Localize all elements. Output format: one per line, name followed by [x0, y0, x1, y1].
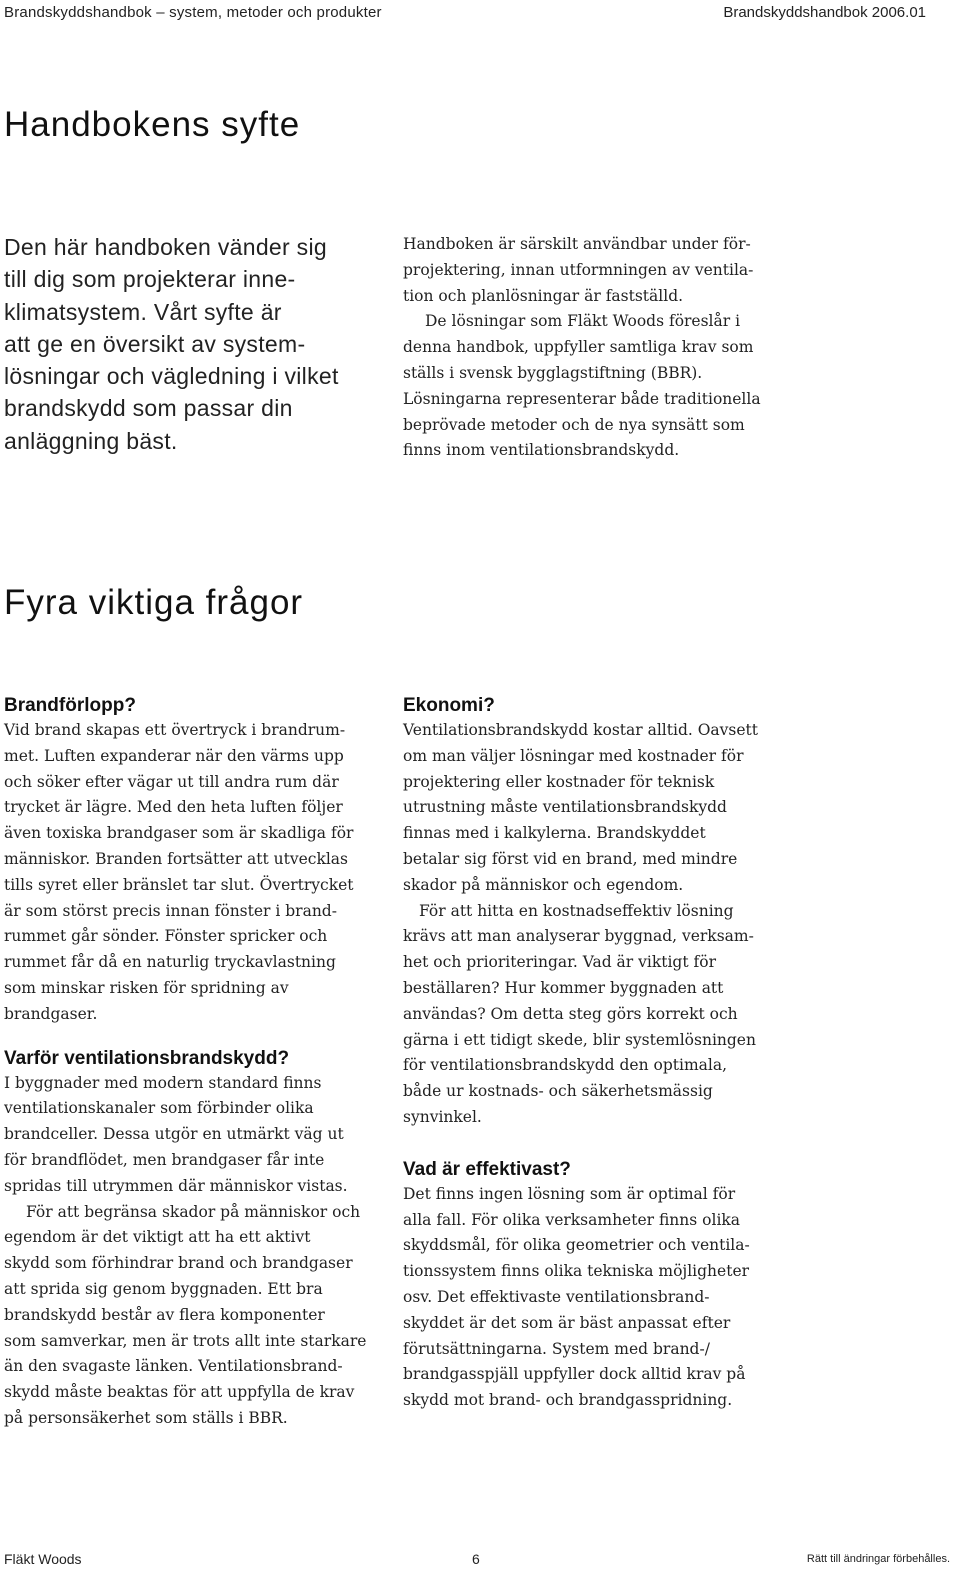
text-line: skydd som förhindrar brand och brandgaser [4, 1254, 353, 1273]
text-line: för ventilationsbrandskydd den optimala, [403, 1056, 728, 1075]
text-line: att sprida sig genom byggnaden. Ett bra [4, 1279, 323, 1298]
intro-line: lösningar och vägledning i vilket [4, 363, 339, 390]
text-line: brandgaser. [4, 1004, 98, 1023]
why-paragraph-1 [4, 1071, 374, 1200]
questions-right-column [403, 693, 763, 1414]
text-line: osv. Det effektivaste ventilationsbrand- [403, 1287, 710, 1306]
text-line: rummet får då en naturlig tryckavlastning [4, 953, 336, 972]
why-paragraph-2 [4, 1200, 374, 1432]
text-line: för brandflödet, men brandgaser får inte [4, 1150, 325, 1169]
intro-line: till dig som projekterar inne- [4, 266, 296, 293]
intro-line: anläggning bäst. [4, 427, 178, 454]
text-line: trycket är lägre. Med den heta luften följer [4, 798, 343, 817]
text-line: Lösningarna representerar både traditionella [403, 389, 761, 408]
text-line: ventilationskanaler som förbinder olika [4, 1099, 314, 1118]
section-title-four-questions: Fyra viktiga frågor [4, 583, 304, 622]
text-line: än den svagaste länken. Ventilationsbrand- [4, 1357, 343, 1376]
text-line: projektering, innan utformningen av ventila- [403, 260, 754, 279]
text-line: Det finns ingen lösning som är optimal för [403, 1184, 736, 1203]
text-line: på personsäkerhet som ställs i BBR. [4, 1408, 288, 1427]
economy-paragraph-2 [403, 899, 763, 1131]
text-line: tills syret eller bränslet tar slut. Övertrycket [4, 875, 354, 894]
text-line: skydd mot brand- och brandgasspridning. [403, 1391, 733, 1410]
text-line: met. Luften expanderar när den värms upp [4, 746, 344, 765]
running-header-left: Brandskyddshandbok – system, metoder och produkter [4, 4, 382, 21]
text-line: brandceller. Dessa utgör en utmärkt väg ut [4, 1125, 344, 1144]
page-number: 6 [472, 1551, 480, 1567]
economy-paragraph-1 [403, 718, 763, 899]
text-line: krävs att man analyserar byggnad, verksam- [403, 927, 754, 946]
intro-line: Den här handboken vänder sig [4, 234, 327, 260]
text-line: synvinkel. [403, 1107, 482, 1126]
text-line: beprövade metoder och de nya synsätt som [403, 415, 745, 434]
text-line: Ventilationsbrandskydd kostar alltid. Oavsett [403, 721, 759, 739]
text-line: förutsättningarna. System med brand-/ [403, 1339, 710, 1358]
text-line: skyddet är det som är bäst anpassat efter [403, 1313, 731, 1332]
text-line: spridas till utrymmen där människor vistas. [4, 1176, 348, 1195]
text-line: För att hitta en kostnadseffektiv lösning [419, 901, 734, 920]
footer-disclaimer: Rätt till ändringar förbehålles. [806, 1553, 950, 1565]
question-heading-why-ventilation-fire-protection: Varför ventilationsbrandskydd? [4, 1047, 290, 1069]
intro-line: brandskydd som passar din [4, 395, 293, 422]
text-line: ställs i svensk bygglagstiftning (BBR). [403, 363, 703, 382]
text-line: het och prioriteringar. Vad är viktigt för [403, 953, 716, 972]
text-line: tion och planlösningar är fastställd. [403, 286, 684, 305]
text-line: både ur kostnads- och säkerhetsmässig [403, 1082, 713, 1101]
running-header-right: Brandskyddshandbok 2006.01 [723, 4, 926, 21]
text-line: Vid brand skapas ett övertryck i brandrum- [4, 721, 346, 739]
text-line: skyddsmål, för olika geometrier och ventila- [403, 1236, 750, 1255]
text-line: egendom är det viktigt att ha ett aktivt [4, 1228, 311, 1247]
text-line: gärna i ett tidigt skede, blir systemlösningen [403, 1030, 756, 1049]
text-line: denna handbok, uppfyller samtliga krav som [403, 338, 754, 357]
text-line: utrustning måste ventilationsbrandskydd [403, 798, 727, 817]
text-line: finnas med i kalkylerna. Brandskyddet [403, 824, 706, 843]
question-heading-fire-progress: Brandförlopp? [4, 695, 136, 716]
footer-company: Fläkt Woods [4, 1551, 82, 1567]
text-line: skydd måste beaktas för att uppfylla de krav [4, 1383, 355, 1402]
text-line: De lösningar som Fläkt Woods föreslår i [425, 312, 741, 331]
intro-line: att ge en översikt av system- [4, 330, 306, 357]
text-line: även toxiska brandgaser som är skadliga för [4, 824, 354, 843]
text-line: som samverkar, men är trots allt inte starkare [4, 1331, 367, 1350]
text-line: om man väljer lösningar med kostnader för [403, 746, 744, 765]
questions-left-column [4, 693, 374, 1432]
section-title-purpose: Handbokens syfte [4, 105, 301, 144]
text-line: alla fall. För olika verksamheter finns olika [403, 1210, 741, 1229]
text-line: rummet går sönder. Fönster spricker och [4, 927, 328, 946]
purpose-paragraph-2 [403, 309, 763, 464]
text-line: är som störst precis innan fönster i brand- [4, 901, 337, 920]
intro-line: klimatsystem. Vårt syfte är [4, 298, 282, 325]
purpose-body-column [403, 232, 763, 464]
text-line: finns inom ventilationsbrandskydd. [403, 441, 680, 460]
text-line: brandskydd består av flera komponenter [4, 1305, 325, 1324]
text-line: brandgasspjäll uppfyller dock alltid krav på [403, 1365, 746, 1384]
intro-paragraph [4, 231, 374, 457]
question-heading-most-effective: Vad är effektivast? [403, 1158, 571, 1180]
text-line: Handboken är särskilt användbar under för- [403, 235, 751, 253]
text-line: användas? Om detta steg görs korrekt och [403, 1004, 738, 1023]
most-effective-paragraph [403, 1182, 763, 1414]
text-line: som minskar risken för spridning av [4, 978, 289, 997]
text-line: I byggnader med modern standard finns [4, 1073, 322, 1092]
question-heading-economy: Ekonomi? [403, 695, 495, 716]
fire-progress-paragraph [4, 718, 374, 1028]
text-line: betalar sig först vid en brand, med mindre [403, 849, 738, 868]
text-line: projektering eller kostnader för teknisk [403, 772, 715, 791]
text-line: människor. Branden fortsätter att utvecklas [4, 849, 348, 868]
text-line: och söker efter vägar ut till andra rum där [4, 772, 339, 791]
text-line: skador på människor och egendom. [403, 875, 684, 894]
text-line: beställaren? Hur kommer byggnaden att [403, 978, 724, 997]
text-line: tionssystem finns olika tekniska möjligheter [403, 1262, 750, 1281]
purpose-paragraph-1 [403, 232, 763, 309]
text-line: För att begränsa skador på människor och [26, 1202, 361, 1221]
